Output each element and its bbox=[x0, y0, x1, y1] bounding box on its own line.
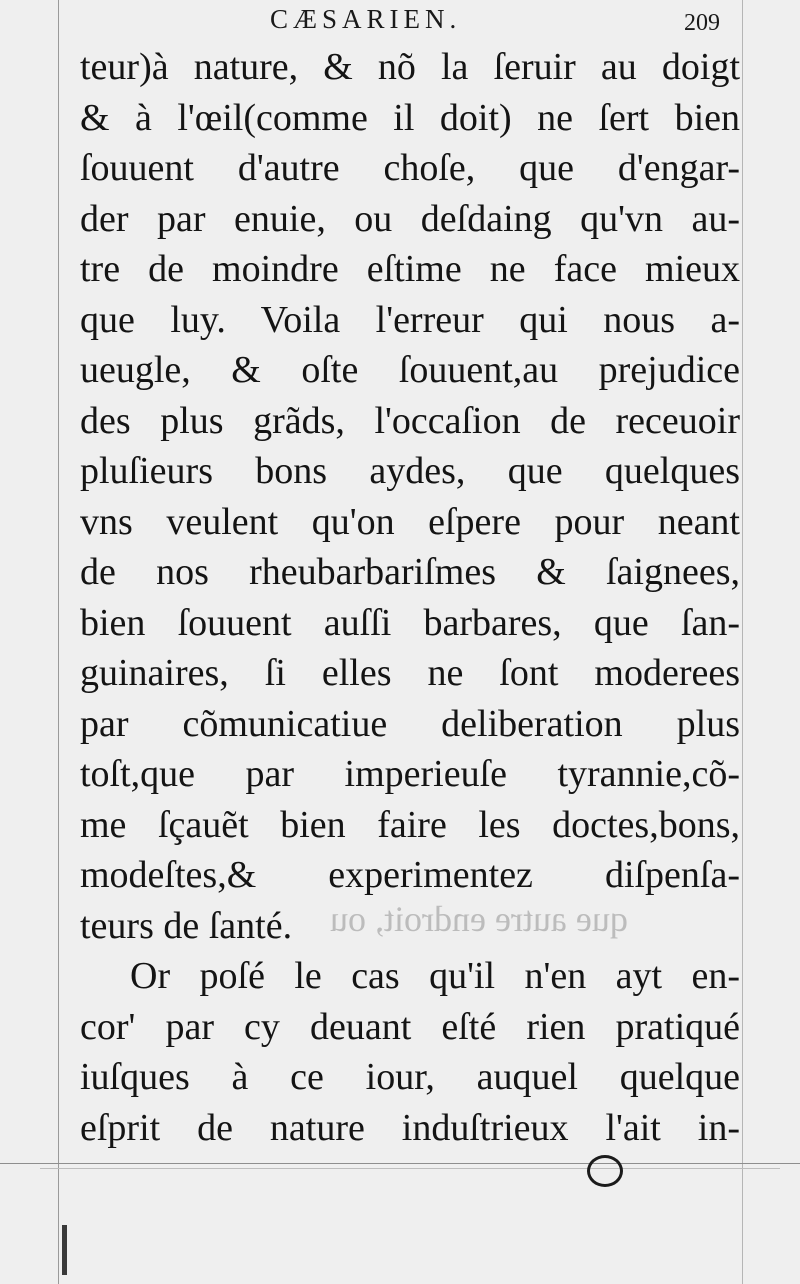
text-line: teur)à nature, & nõ la ſeruir au doigt bbox=[80, 46, 740, 88]
text-line: par cõmunicatiue deliberation plus bbox=[80, 702, 740, 745]
text-line: cor' par cy deuant eſté rien pratiqué bbox=[80, 1005, 740, 1048]
running-head: CÆSARIEN. bbox=[270, 4, 462, 34]
bleed-through-text: que autre endroit, ou bbox=[330, 899, 628, 939]
text-line: tre de moindre eſtime ne face mieux bbox=[80, 248, 740, 290]
text-line: ueugle, & oſte ſouuent,au prejudice bbox=[80, 349, 740, 391]
text-line: & à l'œil(comme il doit) ne ſert bien bbox=[80, 96, 740, 139]
text-line-paragraph-start: Or poſé le cas qu'il n'en ayt en- bbox=[130, 955, 740, 997]
frame-rule-right bbox=[742, 0, 743, 1284]
body-text bbox=[80, 42, 740, 1153]
text-line: iuſques à ce iour, auquel quelque bbox=[80, 1056, 740, 1098]
text-line: vns veulent qu'on eſpere pour neant bbox=[80, 500, 740, 543]
signature-mark-icon bbox=[587, 1155, 623, 1187]
page-number: 209 bbox=[684, 10, 720, 36]
text-line: bien ſouuent auſſi barbares, que ſan- bbox=[80, 601, 740, 644]
text-line: ſouuent d'autre choſe, que d'engar- bbox=[80, 147, 740, 189]
text-line: me ſçauẽt bien faire les doctes,bons, bbox=[80, 803, 740, 846]
text-line-paragraph-end: teurs de ſanté. bbox=[80, 904, 293, 947]
text-line: de nos rheubarbariſmes & ſaignees, bbox=[80, 551, 740, 593]
margin-mark bbox=[62, 1225, 67, 1275]
frame-rule-bottom-faint bbox=[40, 1168, 780, 1169]
text-line: toſt,que par imperieuſe tyrannie,cõ- bbox=[80, 753, 740, 795]
text-line: guinaires, ſi elles ne ſont moderees bbox=[80, 652, 740, 694]
text-line: der par enuie, ou deſdaing qu'vn au- bbox=[80, 197, 740, 240]
frame-rule-left bbox=[58, 0, 59, 1284]
text-line: des plus grãds, l'occaſion de receuoir bbox=[80, 399, 740, 442]
text-line: eſprit de nature induſtrieux l'ait in- bbox=[80, 1106, 740, 1149]
text-line: pluſieurs bons aydes, que quelques bbox=[80, 450, 740, 492]
text-line: modeſtes,& experimentez diſpenſa- bbox=[80, 854, 740, 896]
frame-rule-bottom bbox=[0, 1163, 800, 1164]
text-line: que luy. Voila l'erreur qui nous a- bbox=[80, 298, 740, 341]
